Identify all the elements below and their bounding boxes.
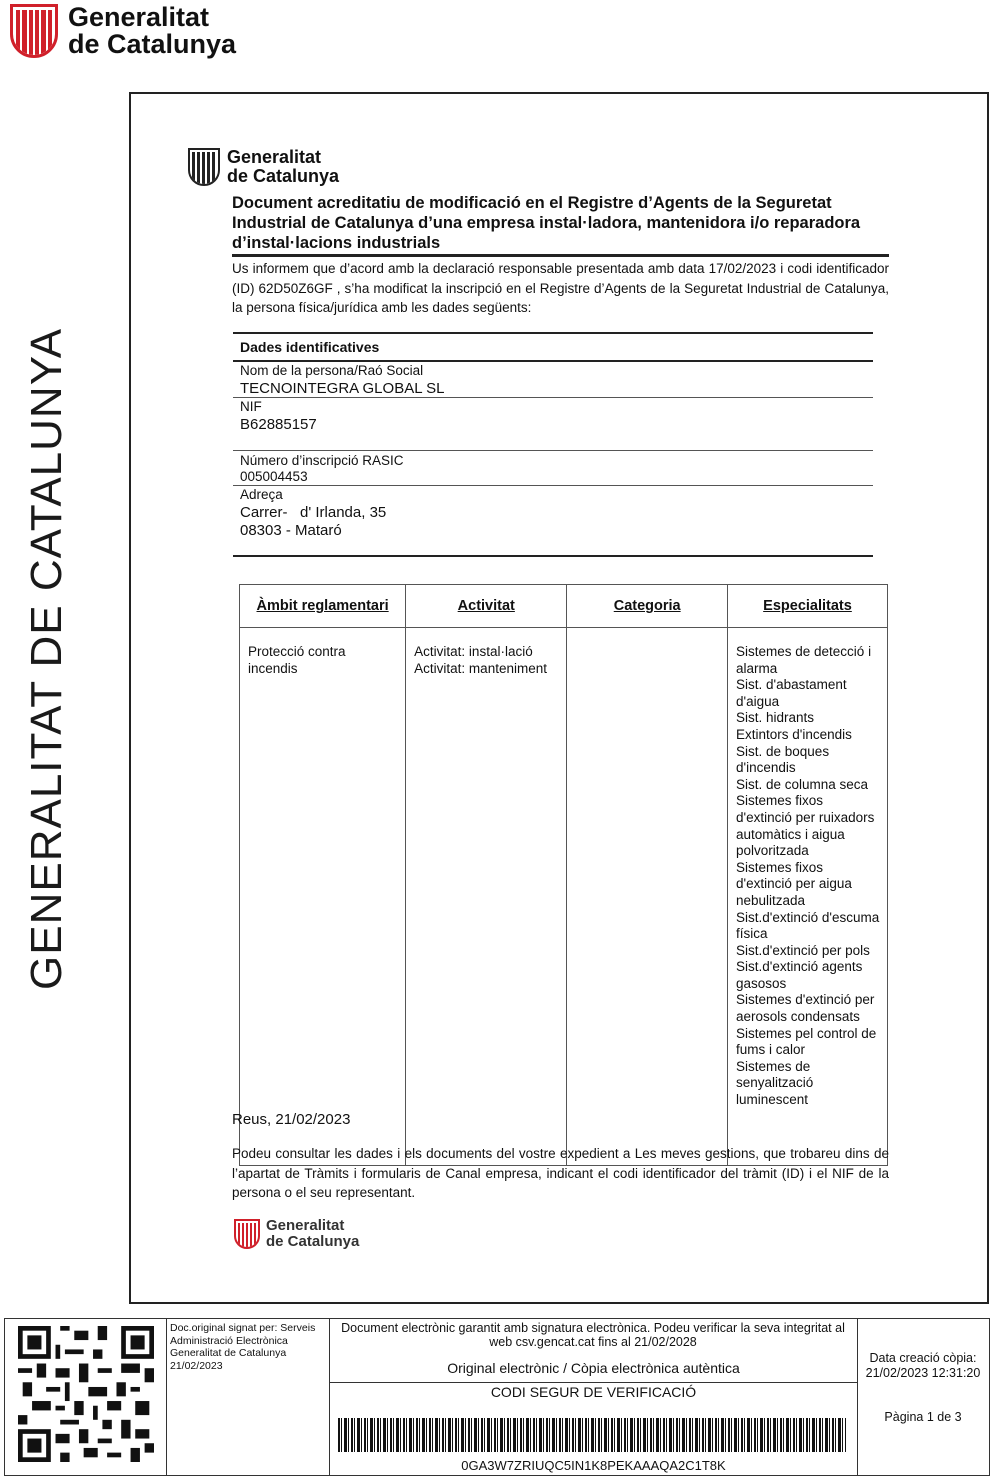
creation-label: Data creació còpia:: [869, 1351, 977, 1365]
generalitat-emblem-icon: [234, 1219, 260, 1249]
page-number: Pàgina 1 de 3: [884, 1410, 962, 1424]
activitat-2: Activitat: manteniment: [414, 660, 547, 676]
header-logo-line1: Generalitat: [68, 2, 210, 32]
divider: [233, 397, 873, 398]
generalitat-emblem-icon: [10, 4, 58, 58]
especialitat-item: Sistemes de detecció i alarma: [736, 644, 872, 676]
nif-label: NIF: [240, 399, 262, 414]
especialitat-item: Extintors d'incendis: [736, 726, 852, 742]
section-title: Dades identificatives: [240, 339, 380, 355]
generalitat-emblem-icon: [188, 148, 220, 186]
especialitat-item: Sist.d'extinció per pols: [736, 942, 870, 958]
qr-code: [18, 1326, 154, 1462]
especialitats-cell: [728, 628, 888, 1166]
table-header-row: [240, 585, 888, 628]
creation-date: 21/02/2023 12:31:20: [865, 1366, 981, 1380]
rasic-value: 005004453: [240, 469, 308, 484]
activitat-1: Activitat: instal·lació: [414, 644, 533, 659]
verification-code: 0GA3W7ZRIUQC5IN1K8PEKAAAQA2C1T8K: [461, 1458, 726, 1473]
copy-type: Original electrònic / Còpia electrònica autèntica: [447, 1360, 740, 1376]
divider: [233, 450, 873, 451]
header-logo-line2: de Catalunya: [68, 29, 237, 59]
especialitat-item: Sistemes pel control de fums i calor: [736, 1025, 877, 1058]
ambit-cell: [240, 628, 406, 1166]
title-rule: [232, 254, 889, 257]
intro-paragraph: Us informem que d’acord amb la declaració responsable presentada amb data 17/02/2023 i codi identificador (ID) 62D50Z6GF , s’ha modificat la inscripció en el Registre d’Agents de la Seguretat Industrial de Catalunya, la persona física/jurídica amb les dades següents:: [232, 261, 889, 315]
footer-divider: [857, 1318, 858, 1476]
especialitat-item: Sist.d'extinció agents gasosos: [736, 959, 863, 991]
document-title: Document acreditatiu de modificació en el Registre d’Agents de la Seguretat Industrial de Catalunya d’una empresa instal·ladora, mantenidora i/o reparadora d’instal·lacions industrials: [232, 194, 861, 252]
categoria-cell: [567, 628, 728, 1166]
signed-by: Doc.original signat per: Serveis Administració Electrònica Generalitat de Catalunya 21/02/2023: [170, 1322, 316, 1372]
header-ambit: Àmbit reglamentari: [240, 585, 406, 628]
section-top-rule: [233, 332, 873, 334]
footer-divider: [329, 1382, 857, 1383]
activities-table: [239, 584, 888, 1166]
address-line1: Carrer- d' Irlanda, 35: [240, 504, 387, 521]
especialitat-item: Sistemes fixos d'extinció per aigua nebulitzada: [736, 859, 852, 908]
especialitat-item: Sist. hidrants: [736, 710, 815, 726]
place-date: Reus, 21/02/2023: [232, 1111, 351, 1128]
doc-footer-logo-line2: de Catalunya: [266, 1233, 360, 1250]
address-line2: 08303 - Mataró: [240, 522, 342, 539]
rasic-label: Número d’inscripció RASIC: [240, 453, 404, 468]
header-logo: [10, 4, 236, 58]
especialitat-item: Sist. de columna seca: [736, 776, 869, 792]
especialitat-item: Sist. d'abastament d'aigua: [736, 677, 847, 709]
footer-divider: [166, 1318, 167, 1476]
verification-title: CODI SEGUR DE VERIFICACIÓ: [490, 1384, 697, 1400]
header-activitat: Activitat: [406, 585, 567, 628]
especialitat-item: Sistemes de senyalització luminescent: [736, 1058, 814, 1108]
doc-logo: [188, 148, 339, 186]
name-value: TECNOINTEGRA GLOBAL SL: [240, 380, 445, 397]
especialitat-item: Sistemes fixos d'extinció per ruixadors automàtics i aigua polvoritzada: [736, 793, 875, 859]
especialitats-list: [736, 644, 881, 1109]
address-label: Adreça: [240, 487, 283, 502]
closing-paragraph: Podeu consultar les dades i els documents del vostre expedient a Les meves gestions, que trobareu dins de l’apartat de Tràmits i formularis de Canal empresa, indicant el codi identificador del tràmit (ID) i el NIF de la persona o el seu representant.: [232, 1146, 889, 1200]
header-especialitats: Especialitats: [728, 585, 888, 628]
doc-logo-line2: de Catalunya: [227, 166, 340, 186]
nif-value: B62885157: [240, 416, 317, 433]
verification-barcode: [338, 1418, 846, 1452]
ambit-value: Protecció contra incendis: [248, 644, 346, 676]
doc-footer-logo: [234, 1218, 359, 1250]
side-vertical-text: GENERALITAT DE CATALUNYA: [22, 327, 71, 990]
divider: [233, 485, 873, 486]
especialitat-item: Sist. de boques d'incendis: [736, 743, 830, 776]
doc-footer-logo-line1: Generalitat: [266, 1217, 345, 1234]
especialitat-item: Sistemes d'extinció per aerosols condensats: [736, 992, 875, 1025]
section-bottom-rule: [233, 555, 873, 557]
section-title-rule: [233, 360, 873, 362]
guarantee-text: Document electrònic garantit amb signatura electrònica. Podeu verificar la seva integritat al web csv.gencat.cat fins al 21/02/2028: [341, 1321, 845, 1349]
doc-logo-line1: Generalitat: [227, 147, 322, 167]
name-label: Nom de la persona/Raó Social: [240, 363, 424, 378]
especialitat-item: Sist.d'extinció d'escuma física: [736, 909, 880, 942]
activitat-cell: [406, 628, 567, 1166]
table-row: [240, 628, 888, 1166]
header-categoria: Categoria: [567, 585, 728, 628]
